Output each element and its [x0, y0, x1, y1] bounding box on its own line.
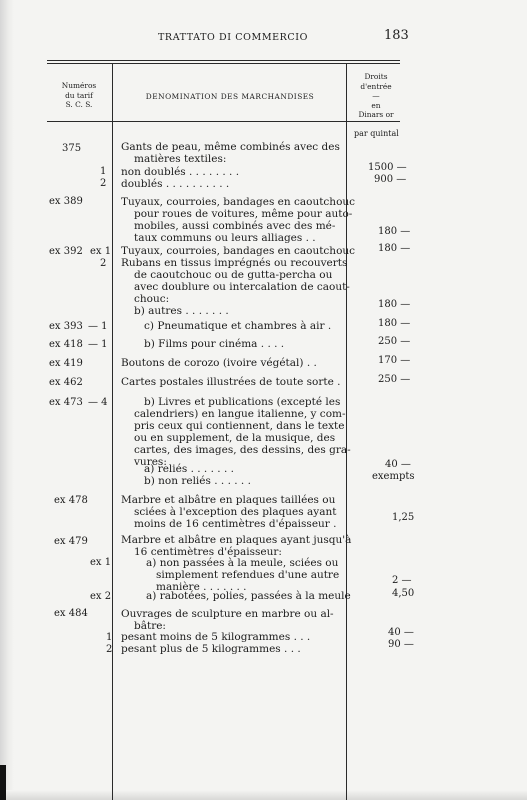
- item-text: Boutons de corozo (ivoire végétal) . .: [121, 357, 317, 369]
- tarif-code: ex 479: [54, 536, 88, 547]
- duty-value: 40 —: [385, 459, 411, 470]
- item-text: a) reliés . . . . . . .: [144, 463, 234, 475]
- tarif-code: ex 393: [49, 321, 83, 332]
- item-text: matières textiles:: [134, 153, 227, 165]
- item-text: Cartes postales illustrées de toute sorte .: [121, 376, 341, 388]
- tarif-code: 375: [62, 143, 82, 154]
- sub-code: 1: [106, 632, 113, 643]
- tarif-code: ex 419: [49, 358, 83, 369]
- duty-value: 4,50: [392, 588, 415, 599]
- item-text: Gants de peau, même combinés avec des: [121, 141, 340, 153]
- sub-code: ex 1: [90, 557, 112, 568]
- tarif-code: ex 462: [49, 377, 83, 388]
- item-text: de caoutchouc ou de gutta-percha ou: [134, 269, 333, 281]
- item-text: pesant plus de 5 kilogrammes . . .: [121, 643, 301, 655]
- tarif-code: ex 392: [49, 246, 83, 257]
- table-top-rule-2: [47, 63, 400, 64]
- tarif-code: ex 478: [54, 495, 88, 506]
- item-text: simplement refendues d'une autre: [156, 569, 340, 581]
- item-text: Ouvrages de sculpture en marbre ou al-: [121, 608, 334, 620]
- item-text: Rubans en tissus imprégnés ou recouverts: [121, 257, 348, 269]
- header-tarif-line: Numéros: [61, 81, 97, 90]
- column-divider-right: [346, 63, 347, 800]
- item-text: pour roues de voitures, même pour auto-: [134, 208, 353, 220]
- sub-code: 2: [106, 644, 113, 655]
- unit-label: par quintal: [354, 129, 399, 138]
- item-text: bâtre:: [134, 620, 166, 632]
- item-text: 16 centimètres d'épaisseur:: [134, 546, 282, 558]
- table-top-rule: [47, 60, 400, 61]
- item-text: calendriers) en langue italienne, y com-: [134, 408, 346, 420]
- item-text: Tuyaux, courroies, bandages en caoutchouc: [121, 245, 356, 257]
- scan-edge-mark: [0, 765, 6, 800]
- duty-value: exempts: [372, 471, 415, 482]
- duty-value: 1,25: [392, 512, 415, 523]
- item-text: cartes, des images, des dessins, des gra-: [134, 444, 351, 456]
- sub-code: 2: [100, 178, 107, 189]
- item-text: chouc:: [134, 293, 170, 305]
- duty-value: 170 —: [378, 355, 411, 366]
- page-bottom-edge: [0, 790, 527, 800]
- running-title: TRATTATO DI COMMERCIO: [158, 32, 309, 43]
- header-droits-line: —: [372, 91, 380, 100]
- sub-code: 1: [100, 166, 107, 177]
- item-text: non doublés . . . . . . . .: [121, 166, 240, 178]
- item-text: a) non passées à la meule, sciées ou: [146, 557, 339, 569]
- duty-value: 1500 —: [368, 162, 407, 173]
- header-droits-line: Dinars or: [358, 110, 394, 119]
- item-text: moins de 16 centimètres d'épaisseur .: [134, 518, 337, 530]
- column-divider-left: [112, 63, 113, 800]
- sub-code: — 4: [88, 397, 108, 408]
- item-text: b) non reliés . . . . . .: [144, 475, 251, 487]
- sub-code: ex 2: [90, 591, 112, 602]
- header-tarif: [48, 81, 110, 110]
- header-droits-line: Droits: [364, 72, 388, 81]
- duty-value: 90 —: [388, 639, 414, 650]
- duty-value: 180 —: [378, 226, 411, 237]
- tarif-code: ex 473: [49, 397, 83, 408]
- header-tarif-line: S. C. S.: [65, 100, 93, 109]
- header-denomination: DENOMINATION DES MARCHANDISES: [145, 92, 315, 101]
- tarif-code: ex 418: [49, 339, 83, 350]
- item-text: Tuyaux, courroies, bandages en caoutchouc: [121, 196, 356, 208]
- item-text: sciées à l'exception des plaques ayant: [134, 506, 337, 518]
- tarif-code: ex 389: [49, 196, 83, 207]
- binding-shadow: [0, 0, 14, 800]
- sub-code: ex 1: [90, 246, 112, 257]
- item-text: mobiles, aussi combinés avec des mé-: [134, 220, 336, 232]
- duty-value: 180 —: [378, 243, 411, 254]
- item-text: pris ceux qui contiennent, dans le texte: [134, 420, 345, 432]
- item-text: c) Pneumatique et chambres à air .: [144, 320, 332, 332]
- duty-value: 40 —: [388, 627, 414, 638]
- item-text: pesant moins de 5 kilogrammes . . .: [121, 631, 311, 643]
- duty-value: 250 —: [378, 374, 411, 385]
- header-droits-line: en: [371, 100, 381, 110]
- header-droits: [350, 72, 402, 120]
- page-number: 183: [384, 28, 409, 43]
- item-text: avec doublure ou intercalation de caout-: [134, 281, 350, 293]
- sub-code: — 1: [88, 339, 108, 350]
- item-text: manière . . . . . . .: [156, 581, 247, 593]
- sub-code: 2: [100, 258, 107, 269]
- item-text: b) Films pour cinéma . . . .: [144, 338, 285, 350]
- header-bottom-rule: [47, 121, 400, 122]
- duty-value: 2 —: [392, 575, 412, 586]
- header-droits-line: d'entrée: [360, 81, 392, 91]
- duty-value: 180 —: [378, 299, 411, 310]
- item-text: b) Livres et publications (excepté les: [144, 396, 341, 408]
- item-text: taux communs ou leurs alliages . .: [134, 232, 316, 244]
- duty-value: 900 —: [374, 174, 407, 185]
- duty-value: 250 —: [378, 336, 411, 347]
- duty-value: 180 —: [378, 318, 411, 329]
- item-text: vures:: [134, 456, 167, 468]
- item-text: doublés . . . . . . . . . .: [121, 178, 230, 190]
- header-tarif-line: du tarif: [65, 90, 93, 100]
- item-text: ou en supplement, de la musique, des: [134, 432, 336, 444]
- item-text: Marbre et albâtre en plaques taillées ou: [121, 494, 336, 506]
- sub-code: — 1: [88, 321, 108, 332]
- item-text: a) rabotées, polies, passées à la meule: [146, 590, 351, 602]
- item-text: Marbre et albâtre en plaques ayant jusqu'à: [121, 534, 352, 546]
- item-text: b) autres . . . . . . .: [134, 305, 229, 317]
- tarif-code: ex 484: [54, 608, 88, 619]
